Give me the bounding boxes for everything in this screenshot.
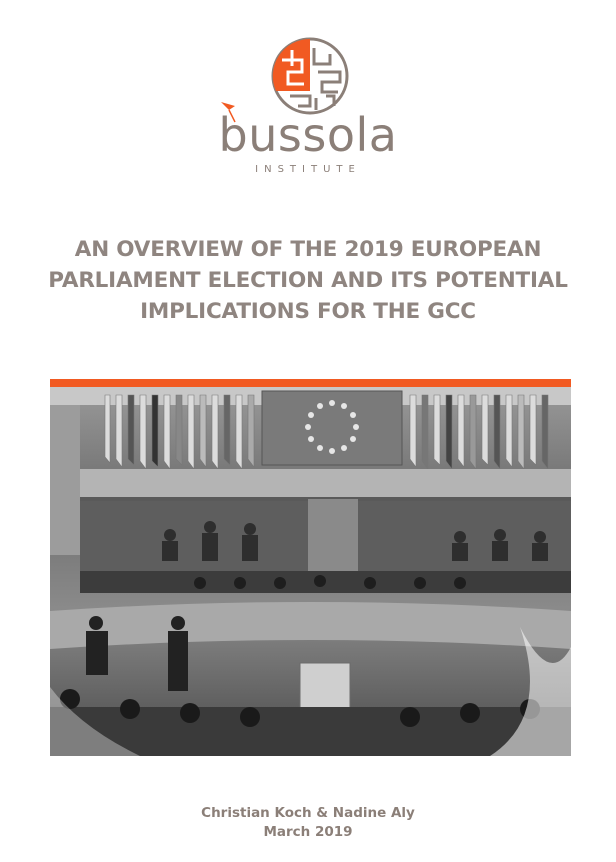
author-names: Christian Koch & Nadine Aly — [201, 805, 415, 821]
title-line-2: PARLIAMENT ELECTION AND ITS POTENTIAL — [48, 268, 568, 293]
kufic-compass-logo-icon — [270, 36, 350, 116]
title-line-1: AN OVERVIEW OF THE 2019 EUROPEAN — [74, 237, 542, 262]
author-and-date — [0, 804, 616, 842]
brand-logo — [0, 36, 616, 186]
brand-name: bussola — [218, 108, 398, 162]
photo-accent-bar — [50, 379, 571, 387]
title-line-3: IMPLICATIONS FOR THE GCC — [140, 299, 476, 324]
parliament-plenary-photo — [50, 387, 571, 756]
brand-subtitle: INSTITUTE — [255, 164, 361, 175]
report-title — [40, 234, 576, 327]
publication-date: March 2019 — [263, 824, 353, 840]
